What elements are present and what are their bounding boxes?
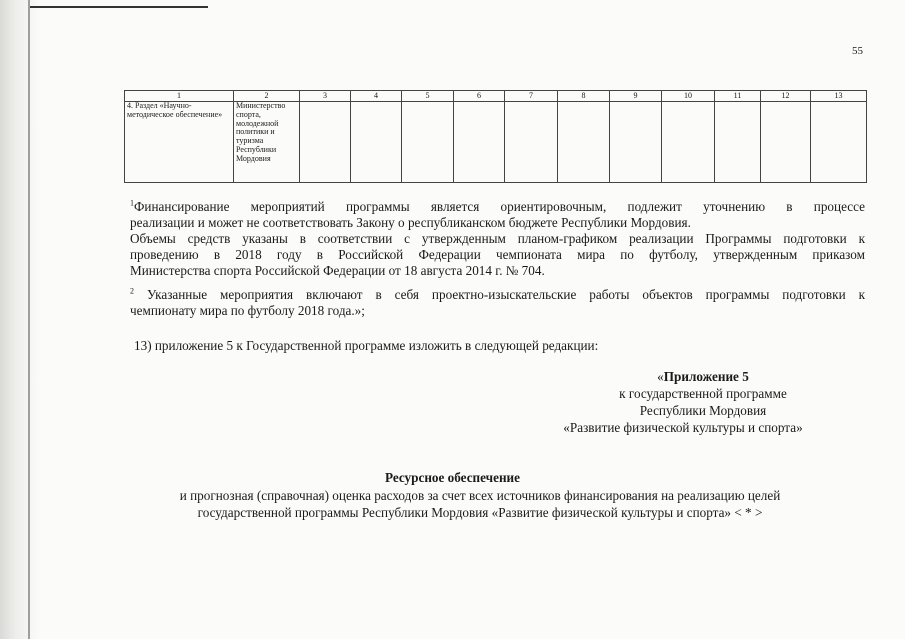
page-number: 55 [852,45,863,57]
footnote-text: Указанные мероприятия включают в себя проектно-изыскательские работы объектов программы подготовки к [134,287,865,302]
appendix-heading [543,368,863,436]
footnote-text: Объемы средств указаны в соответствии с утвержденным планом-графиком реализации Программы подготовки к [130,231,865,246]
header-cell: 8 [558,91,610,102]
left-margin-rule [28,0,30,639]
resource-subtitle-line: государственной программы Республики Мордовия «Развитие физической культуры и спорта» < * > [197,505,763,520]
header-cell: 9 [610,91,662,102]
header-cell: 1 [125,91,234,102]
header-cell: 3 [300,91,351,102]
footnote-text: проведению в 2018 году в Российской Федерации чемпионата мира по футболу, утвержденным приказом [130,247,865,262]
top-rule [30,6,208,8]
header-cell: 7 [505,91,558,102]
footnote-text: Финансирование мероприятий программы является ориентировочным, подлежит уточнению в процессе [134,199,865,214]
footnote-text: Министерства спорта Российской Федерации от 18 августа 2014 г. № 704. [130,263,545,278]
appendix-line: «Развитие физической культуры и спорта» [563,420,803,435]
scan-edge-shadow [0,0,40,639]
footnote-2 [130,287,865,319]
footnote-1 [130,199,865,279]
appendix-line: к государственной программе [619,386,787,401]
responsible-cell: Министерство спорта, молодежной политики и туризма Республики Мордовия [234,102,300,183]
appendix-line: Республики Мордовия [639,403,767,418]
footnote-marker: 1 [130,198,134,208]
table-header-row [125,91,867,102]
appendix-title: Приложение 5 [663,369,749,384]
header-cell: 5 [402,91,454,102]
header-cell: 6 [454,91,505,102]
appendix-quote: « [657,369,664,384]
footnote-text: чемпионату мира по футболу 2018 года.»; [130,303,365,318]
table-row [125,102,867,183]
header-cell: 2 [234,91,300,102]
budget-table [124,90,867,183]
header-cell: 11 [715,91,761,102]
resource-subtitle [130,487,830,521]
header-cell: 4 [351,91,402,102]
header-cell: 13 [811,91,867,102]
footnote-marker: 2 [130,286,134,296]
item-13: 13) приложение 5 к Государственной программе изложить в следующей редакции: [134,338,599,353]
header-cell: 12 [761,91,811,102]
resource-subtitle-line: и прогнозная (справочная) оценка расходов за счет всех источников финансирования на реализацию целей [179,488,781,503]
resource-title: Ресурсное обеспечение [384,470,521,485]
header-cell: 10 [662,91,715,102]
section-name-cell: 4. Раздел «Научно-методическое обеспечение» [125,102,234,183]
footnote-text: реализации и может не соответствовать Закону о республиканском бюджете Республики Мордовия. [130,215,691,230]
